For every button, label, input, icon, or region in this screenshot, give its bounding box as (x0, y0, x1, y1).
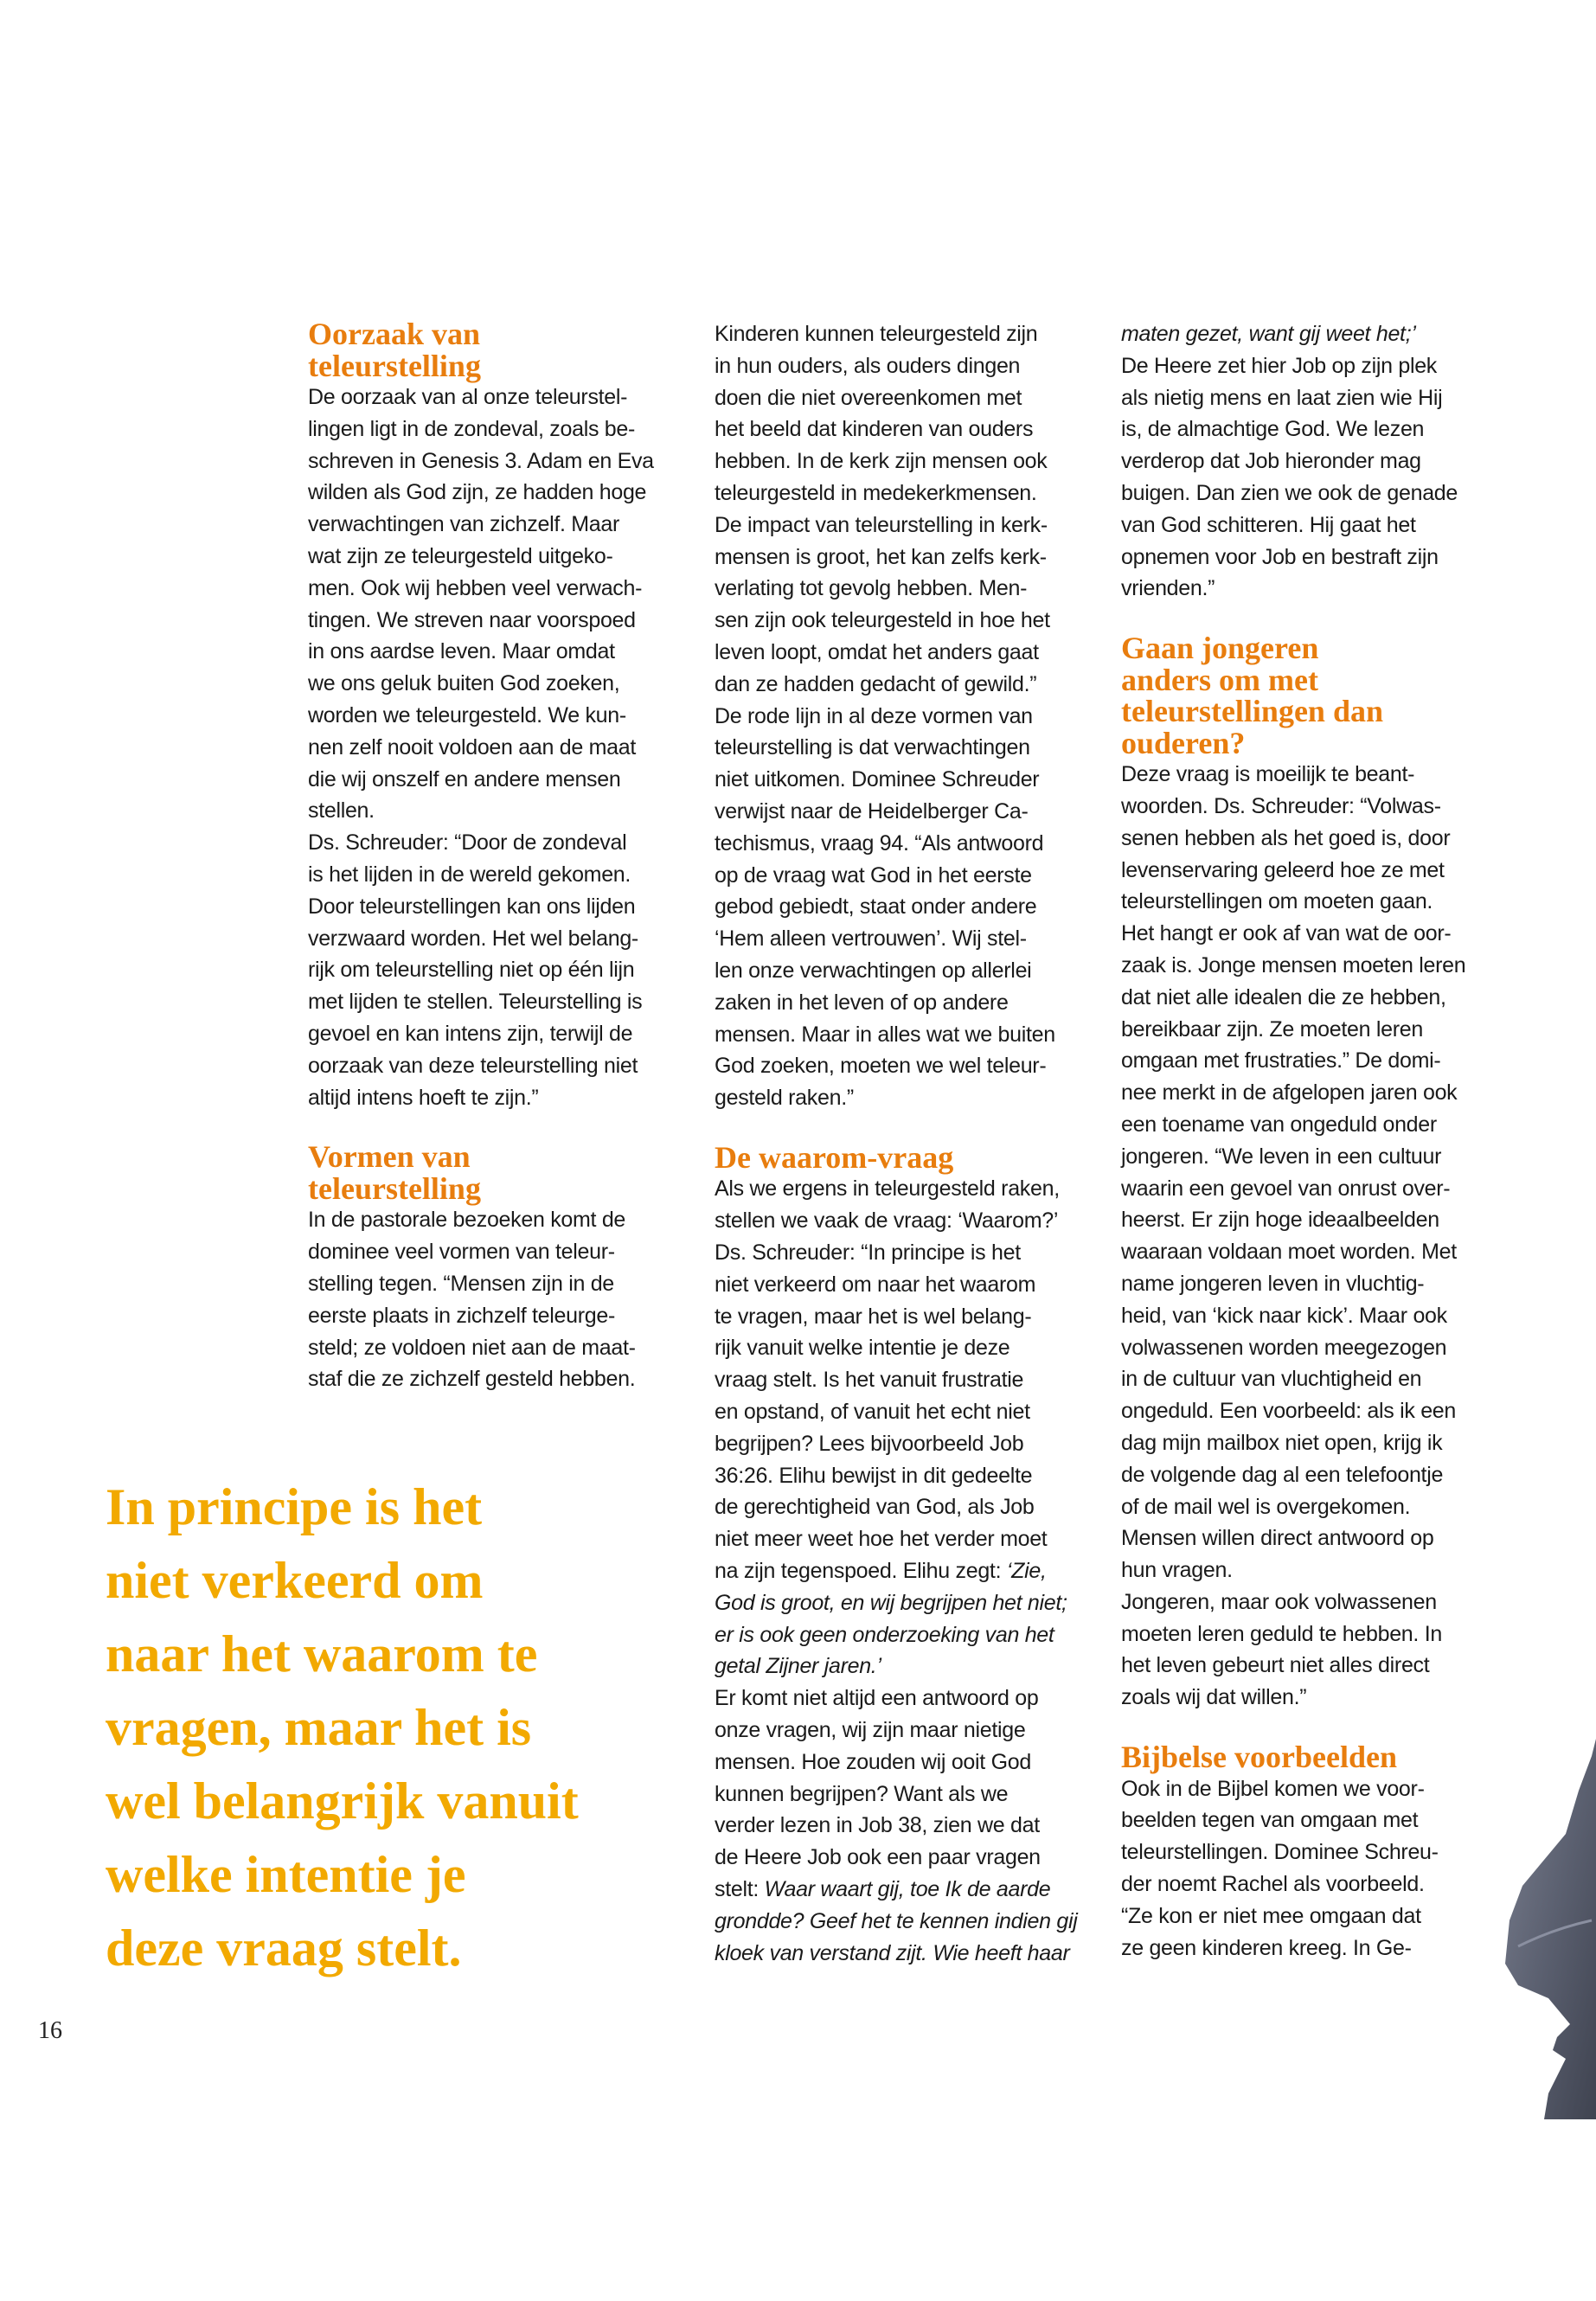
text-line: doen die niet overeenkomen met (715, 385, 1022, 410)
text-line: tingen. We streven naar voorspoed (308, 607, 636, 632)
text-line: niet verkeerd om naar het waarom (715, 1272, 1036, 1297)
text-line: stelling tegen. “Mensen zijn in de (308, 1271, 614, 1296)
text-line: levenservaring geleerd hoe ze met (1121, 857, 1445, 882)
text-line: worden we teleurgesteld. We kun- (308, 702, 626, 727)
text-line: mensen. Hoe zouden wij ooit God (715, 1749, 1031, 1774)
text-line: verwachtingen van zichzelf. Maar (308, 512, 620, 537)
text-line: van God schitteren. Hij gaat het (1121, 512, 1416, 537)
pull-quote-line: In principe is het (106, 1478, 483, 1535)
scripture-quote: grondde? Geef het te kennen indien gij (715, 1908, 1078, 1933)
scripture-quote: God is groot, en wij begrijpen het niet; (715, 1590, 1067, 1615)
text-line: en opstand, of vanuit het echt niet (715, 1400, 1030, 1424)
text-line: Ds. Schreuder: “Door de zondeval (308, 830, 627, 856)
body-paragraph (308, 1204, 689, 1395)
text-line: Mensen willen direct antwoord op (1121, 1526, 1434, 1551)
text-line: het beeld dat kinderen van ouders (715, 417, 1034, 442)
text-line: beelden tegen van omgaan met (1121, 1808, 1419, 1833)
text-line: onze vragen, wij zijn maar nietige (715, 1717, 1026, 1742)
pull-quote-line: naar het waarom te (106, 1625, 538, 1682)
text-line: verwijst naar de Heidelberger Ca- (715, 798, 1029, 824)
text-line: mensen. Maar in alles wat we buiten (715, 1022, 1055, 1047)
text-line: jongeren. “We leven in een cultuur (1121, 1144, 1442, 1169)
text-line: De oorzaak van al onze teleurstel- (308, 385, 628, 409)
text-line: altijd intens hoeft te zijn.” (308, 1085, 539, 1110)
text-line: dominee veel vormen van teleur- (308, 1240, 615, 1265)
text-line: niet meer weet hoe het verder moet (715, 1527, 1048, 1552)
text-line (1121, 318, 1502, 350)
text-line: Er komt niet altijd een antwoord op (715, 1686, 1039, 1711)
text-line: oorzaak van deze teleurstelling niet (308, 1053, 638, 1078)
section-heading-line: Vormen van (308, 1139, 471, 1175)
text-line: zoals wij dat willen.” (1121, 1685, 1307, 1710)
pull-quote (106, 1471, 579, 1985)
text-line: we ons geluk buiten God zoeken, (308, 671, 620, 696)
text-line: opnemen voor Job en bestraft zijn (1121, 544, 1439, 569)
text-line: is het lijden in de wereld gekomen. (308, 862, 631, 887)
text-line: verderop dat Job hieronder mag (1121, 449, 1421, 474)
section-heading-line: teleurstelling (308, 348, 481, 383)
text-line: vraag stelt. Is het vanuit frustratie (715, 1368, 1024, 1393)
text-line: Jongeren, maar ook volwassenen (1121, 1589, 1437, 1614)
text-line: eerste plaats in zichzelf teleurge- (308, 1303, 615, 1328)
text-line: nen zelf nooit voldoen aan de maat (308, 734, 636, 760)
scripture-quote: kloek van verstand zijt. Wie heeft haar (715, 1940, 1070, 1965)
scripture-quote: Waar waart gij, toe Ik de aarde (764, 1876, 1051, 1901)
text-line: mensen is groot, het kan zelfs kerk- (715, 544, 1047, 569)
text-line: stelt: Waar waart gij, toe Ik de aarde (715, 1876, 1051, 1901)
text-line (715, 1619, 1095, 1651)
text-line: zaak is. Jonge mensen moeten leren (1121, 952, 1466, 977)
body-paragraph (715, 1173, 1095, 1969)
text-line: dan ze hadden gedacht of gewild.” (715, 671, 1037, 696)
text-line: De rode lijn in al deze vormen van (715, 703, 1033, 728)
text-line: gebod gebiedt, staat onder andere (715, 894, 1037, 920)
text-line: moeten leren geduld te hebben. In (1121, 1621, 1442, 1646)
text-line: “Ze kon er niet mee omgaan dat (1121, 1903, 1421, 1928)
section-heading-line: ouderen? (1121, 725, 1246, 760)
text-line: buigen. Dan zien we ook de genade (1121, 480, 1458, 505)
text-line: steld; ze voldoen niet aan de maat- (308, 1335, 636, 1360)
pull-quote-line: welke intentie je (106, 1846, 466, 1903)
text-line: heerst. Er zijn hoge ideaalbeelden (1121, 1208, 1439, 1233)
text-line: name jongeren leven in vluchtig- (1121, 1271, 1425, 1296)
text-line: ‘Hem alleen vertrouwen’. Wij stel- (715, 926, 1027, 952)
text-line: zaken in het leven of op andere (715, 990, 1009, 1015)
body-paragraph (1121, 759, 1502, 1714)
text-line: God zoeken, moeten we wel teleur- (715, 1054, 1047, 1079)
pull-quote-line: vragen, maar het is (106, 1699, 532, 1756)
pull-quote-line: wel belangrijk vanuit (106, 1772, 579, 1830)
text-line: in hun ouders, als ouders dingen (715, 353, 1021, 378)
section-heading (308, 1141, 689, 1204)
body-paragraph (1121, 1773, 1502, 1965)
text-line: teleurstelling is dat verwachtingen (715, 735, 1030, 760)
text-line: wat zijn ze teleurgesteld uitgeko- (308, 543, 613, 568)
text-line: Het hangt er ook af van wat de oor- (1121, 921, 1452, 946)
text-line: men. Ook wij hebben veel verwach- (308, 575, 643, 600)
body-paragraph (1121, 318, 1502, 605)
text-line: ze geen kinderen kreeg. In Ge- (1121, 1935, 1412, 1960)
text-line: rijk om teleurstelling niet op één lijn (308, 958, 635, 983)
text-line: niet uitkomen. Dominee Schreuder (715, 767, 1040, 792)
text-line: nee merkt in de afgelopen jaren ook (1121, 1080, 1458, 1106)
text-line: teleurgesteld in medekerkmensen. (715, 480, 1037, 505)
text-line: senen hebben als het goed is, door (1121, 825, 1451, 850)
text-line: leven loopt, omdat het anders gaat (715, 639, 1039, 664)
text-line: der noemt Rachel als voorbeeld. (1121, 1871, 1425, 1896)
text-line: een toename van ongeduld onder (1121, 1112, 1437, 1137)
text-line: Ook in de Bijbel komen we voor- (1121, 1776, 1425, 1801)
text-line: het leven gebeurt niet alles direct (1121, 1653, 1430, 1678)
text-line: hebben. In de kerk zijn mensen ook (715, 449, 1048, 474)
text-line: rijk vanuit welke intentie je deze (715, 1336, 1010, 1361)
body-paragraph (715, 318, 1095, 1114)
scripture-quote: er is ook geen onderzoeking van het (715, 1622, 1054, 1647)
text-line: begrijpen? Lees bijvoorbeeld Job (715, 1431, 1024, 1456)
pull-quote-line: deze vraag stelt. (106, 1920, 462, 1977)
text-line: woorden. Ds. Schreuder: “Volwas- (1121, 793, 1441, 818)
text-line: dat niet alle idealen die ze hebben, (1121, 984, 1446, 1009)
text-line: of de mail wel is overgekomen. (1121, 1494, 1411, 1519)
section-heading (715, 1139, 1095, 1175)
section-heading-line: anders om met (1121, 662, 1318, 697)
text-line: len onze verwachtingen op allerlei (715, 958, 1032, 983)
text-line: vrienden.” (1121, 576, 1215, 601)
article-column-1 (308, 318, 689, 1395)
text-line: in de cultuur van vluchtigheid en (1121, 1367, 1422, 1392)
scripture-quote: getal Zijner jaren.’ (715, 1654, 881, 1679)
section-heading-line: Gaan jongeren (1121, 631, 1319, 666)
text-line: stellen we vaak de vraag: ‘Waarom?’ (715, 1208, 1059, 1234)
section-heading-line: Bijbelse voorbeelden (1121, 1740, 1397, 1775)
text-line: stellen. (308, 798, 375, 824)
text-line: waarin een gevoel van onrust over- (1121, 1176, 1451, 1201)
pull-quote-line: niet verkeerd om (106, 1552, 484, 1609)
text-line: dag mijn mailbox niet open, krijg ik (1121, 1430, 1443, 1455)
text-line: de Heere Job ook een paar vragen (715, 1845, 1041, 1870)
text-line: de gerechtigheid van God, als Job (715, 1495, 1035, 1520)
text-line: heid, van ‘kick naar kick’. Maar ook (1121, 1303, 1447, 1328)
page-number: 16 (38, 2017, 62, 2044)
text-line: gesteld raken.” (715, 1086, 854, 1111)
text-line: kunnen begrijpen? Want als we (715, 1781, 1009, 1806)
text-line: ongeduld. Een voorbeeld: als ik een (1121, 1399, 1457, 1424)
text-line: Door teleurstellingen kan ons lijden (308, 894, 636, 919)
text-line: staf die ze zichzelf gesteld hebben. (308, 1367, 636, 1392)
text-line: techismus, vraag 94. “Als antwoord (715, 830, 1044, 856)
text-line: Kinderen kunnen teleurgesteld zijn (715, 322, 1038, 346)
text-line: Ds. Schreuder: “In principe is het (715, 1240, 1021, 1266)
text-line: bereikbaar zijn. Ze moeten leren (1121, 1016, 1423, 1042)
text-line: de volgende dag al een telefoontje (1121, 1462, 1444, 1487)
text-line: als nietig mens en laat zien wie Hij (1121, 385, 1443, 410)
section-heading-line: teleurstelling (308, 1170, 481, 1206)
text-line: verzwaard worden. Het wel belang- (308, 926, 638, 951)
scripture-quote: ‘Zie, (1006, 1558, 1047, 1583)
text-line: verder lezen in Job 38, zien we dat (715, 1813, 1040, 1838)
article-column-3 (1121, 318, 1502, 1964)
text-line: 36:26. Elihu bewijst in dit gedeelte (715, 1463, 1033, 1488)
body-paragraph (308, 381, 689, 1113)
text-line: na zijn tegenspoed. Elihu zegt: ‘Zie, (715, 1558, 1047, 1583)
text-line: wilden als God zijn, ze hadden hoge (308, 480, 647, 505)
text-line: schreven in Genesis 3. Adam en Eva (308, 448, 654, 473)
text-line: gevoel en kan intens zijn, terwijl de (308, 1021, 633, 1046)
article-column-2 (715, 318, 1095, 1969)
text-line: met lijden te stellen. Teleurstelling is (308, 990, 643, 1015)
text-line: Deze vraag is moeilijk te beant- (1121, 762, 1415, 787)
text-line: De impact van teleurstelling in kerk- (715, 512, 1048, 537)
section-heading-line: teleurstellingen dan (1121, 694, 1383, 729)
text-line: waaraan voldaan moet worden. Met (1121, 1240, 1457, 1265)
text-line: op de vraag wat God in het eerste (715, 862, 1032, 888)
text-line: in ons aardse leven. Maar omdat (308, 639, 615, 664)
text-line (715, 1587, 1095, 1619)
text-line: is, de almachtige God. We lezen (1121, 417, 1425, 442)
text-line: omgaan met frustraties.” De domi- (1121, 1048, 1441, 1074)
text-line: Als we ergens in teleurgesteld raken, (715, 1176, 1060, 1202)
text-line: teleurstellingen om moeten gaan. (1121, 889, 1433, 914)
text-line: hun vragen. (1121, 1558, 1233, 1583)
text-line: verlating tot gevolg hebben. Men- (715, 576, 1028, 601)
text-line (715, 1650, 1095, 1682)
text-line (715, 1906, 1095, 1938)
text-line: De Heere zet hier Job op zijn plek (1121, 353, 1437, 378)
text-line: volwassenen worden meegezogen (1121, 1335, 1447, 1360)
section-heading-line: De waarom-vraag (715, 1139, 954, 1175)
text-line: In de pastorale bezoeken komt de (308, 1208, 626, 1233)
section-heading (1121, 632, 1502, 759)
text-line: lingen ligt in de zondeval, zoals be- (308, 416, 636, 441)
scripture-quote: maten gezet, want gij weet het;’ (1121, 322, 1416, 346)
section-heading (308, 318, 689, 381)
section-heading-line: Oorzaak van (308, 317, 481, 351)
text-line: te vragen, maar het is wel belang- (715, 1304, 1032, 1329)
text-line: die wij onszelf en andere mensen (308, 766, 621, 792)
text-line (715, 1938, 1095, 1970)
text-line: teleurstellingen. Dominee Schreu- (1121, 1840, 1439, 1865)
person-photo-fragment (1471, 1687, 1596, 2163)
section-heading (1121, 1741, 1502, 1773)
text-line: sen zijn ook teleurgesteld in hoe het (715, 608, 1050, 633)
